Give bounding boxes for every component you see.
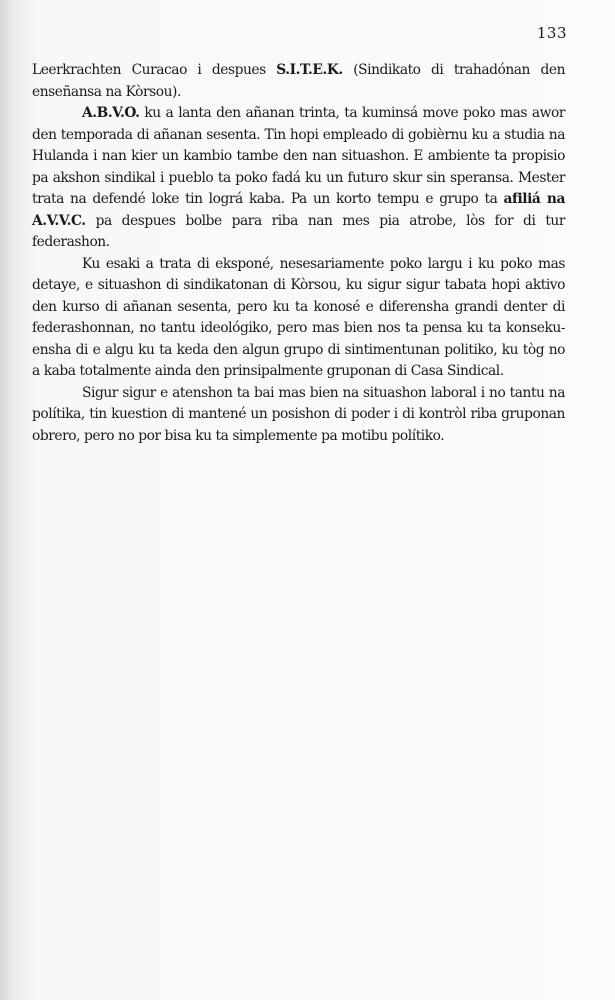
acronym-sitek: S.I.T.E.K. — [276, 62, 343, 78]
paragraph-4 — [32, 383, 565, 448]
paragraph-1 — [32, 60, 565, 103]
paragraph-3-text: Ku esaki a trata di eksponé, nesesariamente poko largu i ku poko mas detaye, e situashon di sindikatonan di Kòrsou, ku sigur sigur tabata hopi aktivo den kurso di añanan sesenta, pero ku ta konosé e diferensha grandi denter di federashonnan, no tantu ideológiko, pero mas bien nos ta pensa ku ta konseku-ensha di e algu ku ta keda den algun grupo di sintimentunan politiko, ku tòg no a kaba totalmente ainda den prinsipalmente gruponan di Casa Sindical. — [32, 255, 565, 379]
body-text — [32, 60, 565, 447]
paragraph-2-text-b: pa despues bolbe para riba nan mes pia atrobe, lòs for di tur federashon. — [32, 212, 565, 250]
acronym-abvo: A.B.V.O. — [82, 105, 140, 121]
paragraph-2 — [32, 103, 565, 254]
paragraph-4-text: Sigur sigur e atenshon ta bai mas bien na situashon laboral i no tantu na polítika, tin kuestion di mantené un posishon di poder i di kontròl riba gruponan obrero, pero no por bisa ku ta simplemente pa motibu polítiko. — [32, 384, 565, 444]
paragraph-1-text-a: Leerkrachten Curacao i despues — [32, 62, 277, 78]
page-number: 133 — [536, 24, 567, 42]
paragraph-3 — [32, 254, 565, 383]
paragraph-1-text-b: (Sindikato di trahadónan den enseñansa na Kòrsou). — [32, 62, 566, 100]
affiliation-avvc: afiliá na A.V.V.C. — [32, 191, 565, 229]
paragraph-2-text-a: ku a lanta den añanan trinta, ta kuminsá move poko mas awor den temporada di añanan sesenta. Tin hopi empleado di gobièrnu ku a studia na Hulanda i nan kier un kambio tambe den nan situashon. E ambiente ta propisio pa akshon sindikal i pueblo ta poko fadá ku un futuro skur sin speransa. Mester trata na defendé loke tin lográ kaba. Pa un korto tempu e grupo ta — [32, 105, 565, 207]
